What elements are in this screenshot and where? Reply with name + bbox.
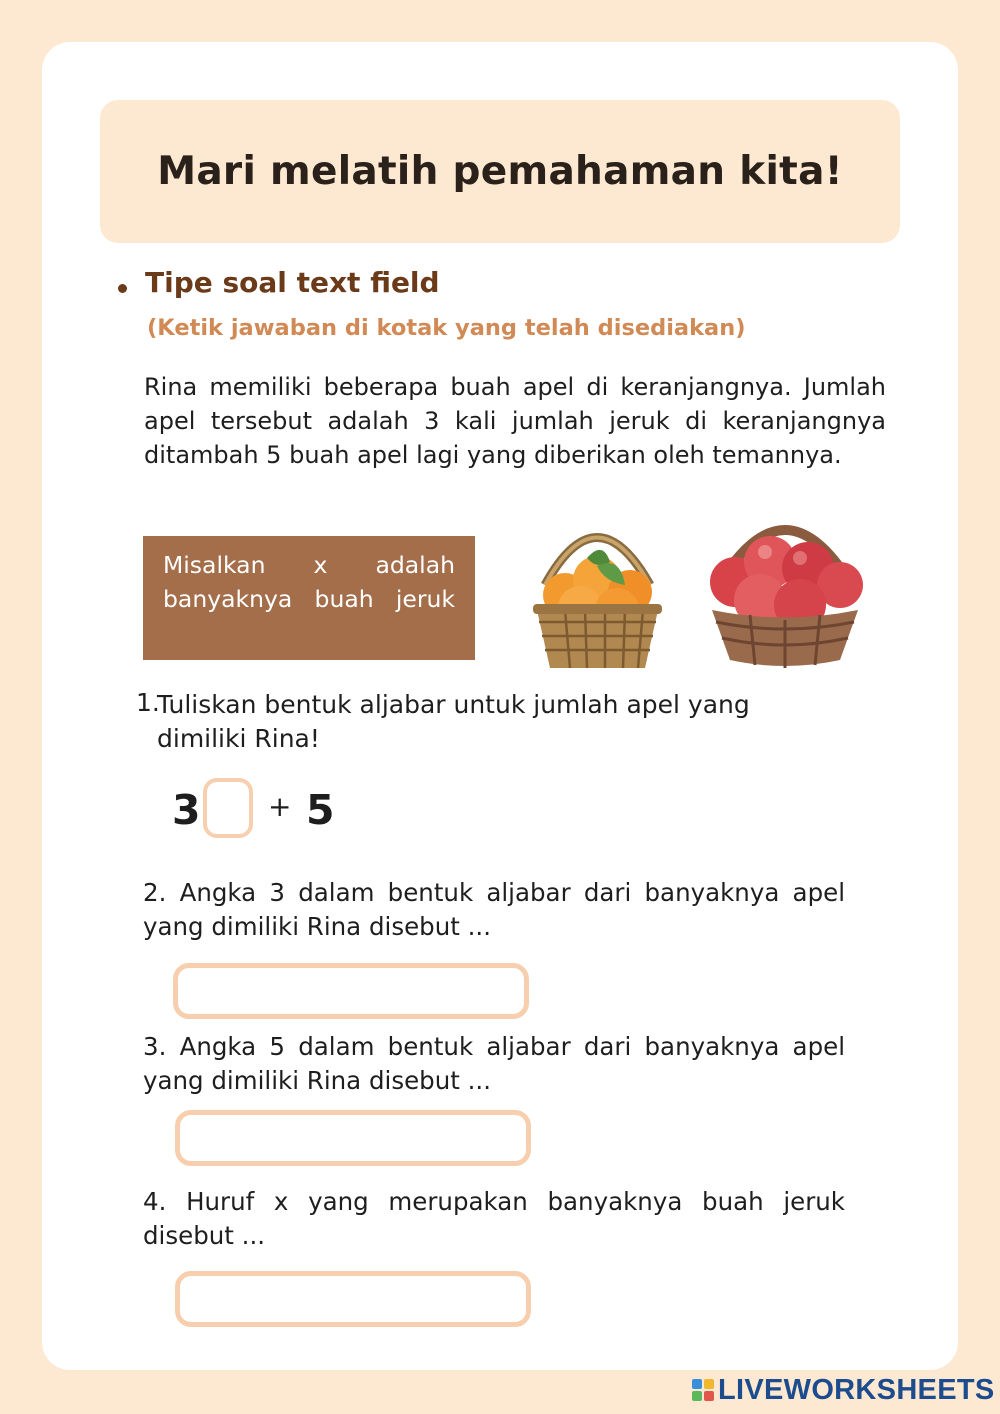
brand-logo[interactable] bbox=[692, 1374, 995, 1406]
bullet-dot bbox=[118, 284, 127, 293]
expression-constant: 5 bbox=[306, 786, 335, 834]
story-paragraph: Rina memiliki beberapa buah apel di keranjangnya. Jumlah apel tersebut adalah 3 kali jumlah jeruk di keranjangnya ditambah 5 buah apel lagi yang diberikan oleh temannya. bbox=[144, 373, 886, 469]
answer-field-q4[interactable] bbox=[175, 1271, 531, 1327]
expression-coefficient: 3 bbox=[172, 786, 201, 834]
question-1-number: 1. bbox=[136, 688, 160, 717]
question-4-text: 4. Huruf x yang merupakan banyaknya buah jeruk disebut ... bbox=[143, 1187, 845, 1250]
answer-field-q1[interactable] bbox=[203, 778, 253, 838]
hint-text: Misalkan x adalah banyaknya buah jeruk bbox=[163, 551, 455, 613]
title-banner bbox=[100, 100, 900, 243]
question-2-text: 2. Angka 3 dalam bentuk aljabar dari banyaknya apel yang dimiliki Rina disebut ... bbox=[143, 878, 845, 941]
orange-basket-icon bbox=[525, 500, 670, 675]
page-title: Mari melatih pemahaman kita! bbox=[157, 149, 843, 194]
logo-grid-icon bbox=[692, 1379, 714, 1401]
expression-operator: + bbox=[268, 790, 292, 823]
answer-field-q2[interactable] bbox=[173, 963, 529, 1019]
brand-name: LIVEWORKSHEETS bbox=[718, 1373, 995, 1406]
question-1-text: Tuliskan bentuk aljabar untuk jumlah apel yang dimiliki Rina! bbox=[157, 690, 750, 753]
question-3-text: 3. Angka 5 dalam bentuk aljabar dari banyaknya apel yang dimiliki Rina disebut ... bbox=[143, 1032, 845, 1095]
answer-field-q3[interactable] bbox=[175, 1110, 531, 1166]
hint-box bbox=[143, 536, 475, 660]
instruction-text: (Ketik jawaban di kotak yang telah disediakan) bbox=[147, 315, 746, 341]
question-type-label: Tipe soal text field bbox=[145, 266, 440, 299]
apple-basket-icon bbox=[700, 500, 870, 670]
